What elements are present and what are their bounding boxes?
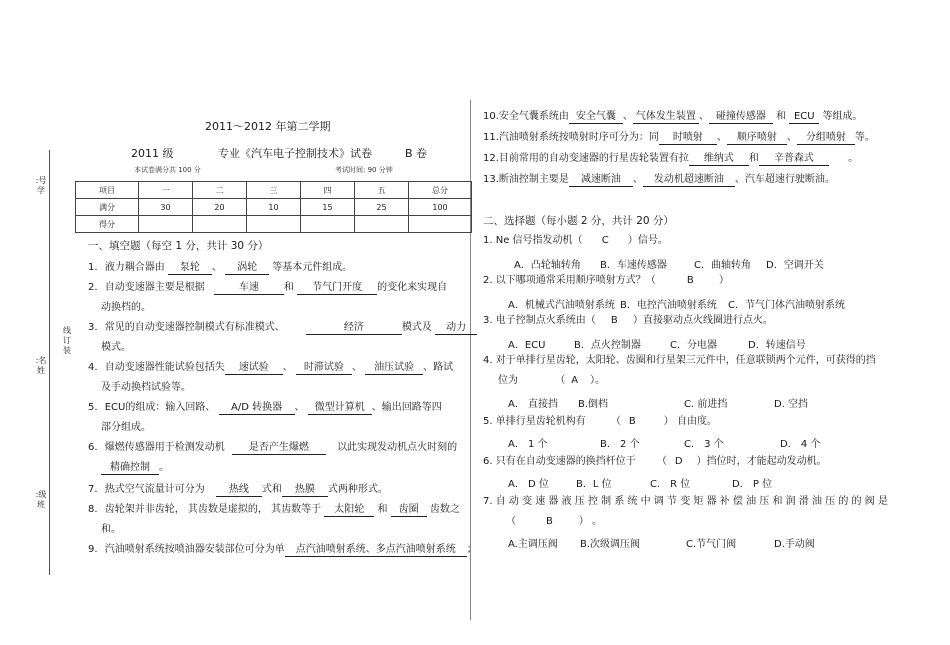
choice-question-3: 3. 电子控制点火系统由（ B ）直接驱动点火线圈进行点火。 [483,315,773,326]
choice-question-4-cont: 位为 （ A ）。 [498,375,606,386]
answer-blank: 油压试验 [365,361,423,375]
choice-option: A． 1 个 [508,439,548,450]
answer-blank: 分组喷射 [797,131,855,145]
section1-title: 一、填空题（每空 1 分，共计 30 分） [88,240,269,252]
choice-option: B．L 位 [576,479,612,490]
choice-option: D.手动阀 [774,539,815,550]
fill-question-2: 2. 自动变速器主要是根据 车速 和 节气门开度 的变化来实现自 [88,282,448,293]
answer-blank: 安全气囊 [569,110,623,124]
answer-blank: 涡轮 [225,261,269,275]
exam-grade: 2011 级 [131,147,174,160]
choice-option: C. 前进挡 [684,399,728,410]
score-input-cell[interactable] [193,216,247,233]
answer-blank: 时喷射 [659,131,717,145]
score-cell: 项目 [76,182,139,199]
choice-option: C． 3 个 [684,439,724,450]
binding-label-class: :级班 [35,490,47,509]
choice-option: A． 直接挡 [508,399,559,410]
choice-answer: B [628,416,636,427]
answer-blank: 动力 [435,321,477,335]
score-input-cell[interactable] [301,216,355,233]
choice-option: A． D 位 [508,479,549,490]
choice-option: A．凸轮轴转角 [514,260,581,271]
score-cell: 20 [193,199,247,216]
fill-question-6-cont: 精确控制 。 [101,458,169,478]
fill-question-8: 8. 齿轮架并非齿轮， 其齿数是虚拟的， 其齿数等于 太阳轮 和 齿圈 齿数之 [88,504,460,515]
choice-option: C．分电器 [670,340,717,351]
fill-question-1: 1. 液力耦合器由 泵轮 、 涡轮 等基本元件组成。 [88,262,353,273]
score-input-cell[interactable] [409,216,472,233]
exam-course-title: 专业《汽车电子控制技术》试卷 [218,147,372,160]
answer-blank: 热线 [216,483,262,497]
answer-blank: 气体发生装置 [633,110,699,124]
score-input-cell[interactable] [139,216,193,233]
exam-total-score: 本试卷满分共 100 分 [134,166,201,174]
score-cell: 三 [247,182,301,199]
answer-blank: 顺序喷射 [727,131,787,145]
choice-option: D． 4 个 [780,439,821,450]
choice-option: B．车速传感器 [600,260,667,271]
score-cell: 10 [247,199,301,216]
choice-option: D．空调开关 [766,260,824,271]
score-input-cell[interactable] [355,216,409,233]
choice-option: A.主调压阀 [508,539,558,550]
fill-question-10: 10.安全气囊系统由 安全气囊 、 气体发生装置 、 碰撞传感器 和 ECU 等组成。 [483,111,863,122]
answer-blank: 精确控制 [101,461,159,475]
choice-question-7-cont: （ B ） 。 [506,516,603,527]
choice-option: B.倒档 [578,399,609,410]
answer-blank: 点汽油喷射系统、多点汽油喷射系统 [285,543,467,557]
score-cell: 100 [409,199,472,216]
answer-blank: 维纳式 [689,152,749,166]
score-row-got [76,216,472,233]
choice-option: B．点火控制器 [574,340,641,351]
score-row-full [76,199,472,216]
choice-question-7: 7. 自 动 变 速 器 液 压 控 制 系 统 中 调 节 变 矩 器 补 偿 油 压 和 润 滑 油 压 的 的 阀 是 [483,496,888,507]
choice-option: C.节气门阀 [686,539,737,550]
fill-question-2-cont: 动换档的。 [101,302,151,313]
binding-label-binding-line: 线订装 [63,326,71,355]
answer-blank: ECU [789,110,819,124]
score-cell: 15 [301,199,355,216]
choice-answer: D [674,456,683,467]
choice-options-7 [508,535,815,550]
fill-question-5-cont: 部分组成。 [101,422,151,433]
score-cell: 四 [301,182,355,199]
fill-question-3: 3. 常见的自动变速器控制模式有标准模式、 经济 模式及 动力 [88,318,477,338]
answer-blank: 太阳轮 [324,503,374,517]
choice-option: D．转速信号 [748,340,806,351]
fill-question-13: 13.断油控制主要是 减速断油 、 发动机超速断油 、汽车超速行驶断油。 [483,174,835,185]
fill-question-7: 7. 热式空气流量计可分为 热线 式和 热膜 式两种形式。 [88,484,388,495]
answer-blank: 节气门开度 [297,281,377,295]
exam-volume: B 卷 [405,147,428,160]
answer-blank: 齿圈 [391,503,427,517]
choice-answer: A [571,375,579,386]
fill-question-12: 12.目前常用的自动变速器的行星齿轮装置有拉 维纳式 和 辛普森式 。 [483,153,859,164]
answer-blank: 速试验 [225,361,283,375]
answer-blank: 发动机超速断油 [643,173,735,187]
score-cell: 得分 [76,216,139,233]
choice-option: B．电控汽油喷射系统 [620,300,717,311]
answer-blank: 辛普森式 [759,152,829,166]
fill-question-3-cont: 模式。 [101,342,131,353]
section2-title: 二、选择题（每小题 2 分，共计 20 分） [483,215,674,227]
choice-option: C．曲轴转角 [694,260,751,271]
choice-option: D. 空挡 [774,399,809,410]
choice-options-4 [508,395,808,410]
choice-options-5 [508,435,820,450]
answer-blank: 是否产生爆燃 [232,441,326,455]
score-input-cell[interactable] [247,216,301,233]
choice-answer: B [686,275,694,286]
fill-question-6: 6. 爆燃传感器用于检测发动机 是否产生爆燃 以此实现发动机点火时刻的 [88,442,458,453]
choice-options-1 [514,256,824,271]
answer-blank: 微型计算机 [308,401,372,415]
fill-question-9: 9. 汽油喷射系统按喷油器安装部位可分为单 点汽油喷射系统、多点汽油喷射系统 ； [88,544,477,555]
answer-blank: 泵轮 [168,261,212,275]
choice-answer: B [546,516,553,527]
choice-answer: C [601,235,609,246]
choice-options-3 [508,336,806,351]
answer-blank: 碰撞传感器 [709,110,773,124]
score-cell: 一 [139,182,193,199]
score-row-items [76,182,472,199]
exam-term: 2011～2012 年第二学期 [205,120,331,133]
choice-option: A．ECU [508,340,546,351]
choice-options-2 [508,296,845,311]
answer-blank: 车速 [214,281,284,295]
answer-blank: 时滞试验 [296,361,352,375]
answer-blank: 减速断油 [569,173,633,187]
choice-question-6: 6. 只有在自动变速器的换挡杆位于 （ D ）挡位时，才能起动发动机。 [483,456,827,467]
exam-time: 考试时间: 90 分钟 [335,166,393,174]
score-cell: 总分 [409,182,472,199]
binding-line [49,150,50,575]
answer-blank: 热膜 [282,483,328,497]
fill-question-11: 11.汽油喷射系统按喷射时序可分为：同 时喷射 、 顺序喷射 、 分组喷射 等。 [483,132,875,143]
choice-question-5: 5. 单排行星齿轮机构有 （ B ） 自由度。 [483,416,717,427]
binding-label-name: :名姓 [35,356,47,375]
choice-question-4: 4. 对于单排行星齿轮，太阳轮、齿圈和行星架三元件中，任意联锁两个元件，可获得的挡 [483,355,876,366]
choice-question-2: 2. 以下哪项通常采用顺序喷射方式？（ B ） [483,275,729,286]
choice-option: B． 2 个 [600,439,640,450]
binding-label-student-id: :号学 [35,176,47,195]
answer-blank: 经济 [306,321,402,335]
fill-question-8-cont: 和。 [101,524,121,535]
score-cell: 二 [193,182,247,199]
score-cell: 满分 [76,199,139,216]
score-table [75,181,472,233]
answer-blank: A/D 转换器 [219,401,295,415]
choice-options-6 [508,475,772,490]
score-cell: 五 [355,182,409,199]
fill-question-4-cont: 及手动换档试验等。 [101,382,191,393]
choice-answer: B [610,315,618,326]
score-cell: 25 [355,199,409,216]
fill-question-4: 4. 自动变速器性能试验包括失 速试验 、 时滞试验 、 油压试验 、路试 [88,362,454,373]
choice-option: A．机械式汽油喷射系统 [508,300,615,311]
choice-option: C．节气门体汽油喷射系统 [728,300,845,311]
choice-question-1: 1. Ne 信号指发动机（ C ）信号。 [483,235,668,246]
choice-option: B.次级调压阀 [580,539,641,550]
score-cell: 30 [139,199,193,216]
fill-question-5: 5. ECU的组成：输入回路、 A/D 转换器 、 微型计算机 、输出回路等四 [88,402,442,413]
choice-option: D． P 位 [732,479,773,490]
choice-option: C． R 位 [650,479,691,490]
